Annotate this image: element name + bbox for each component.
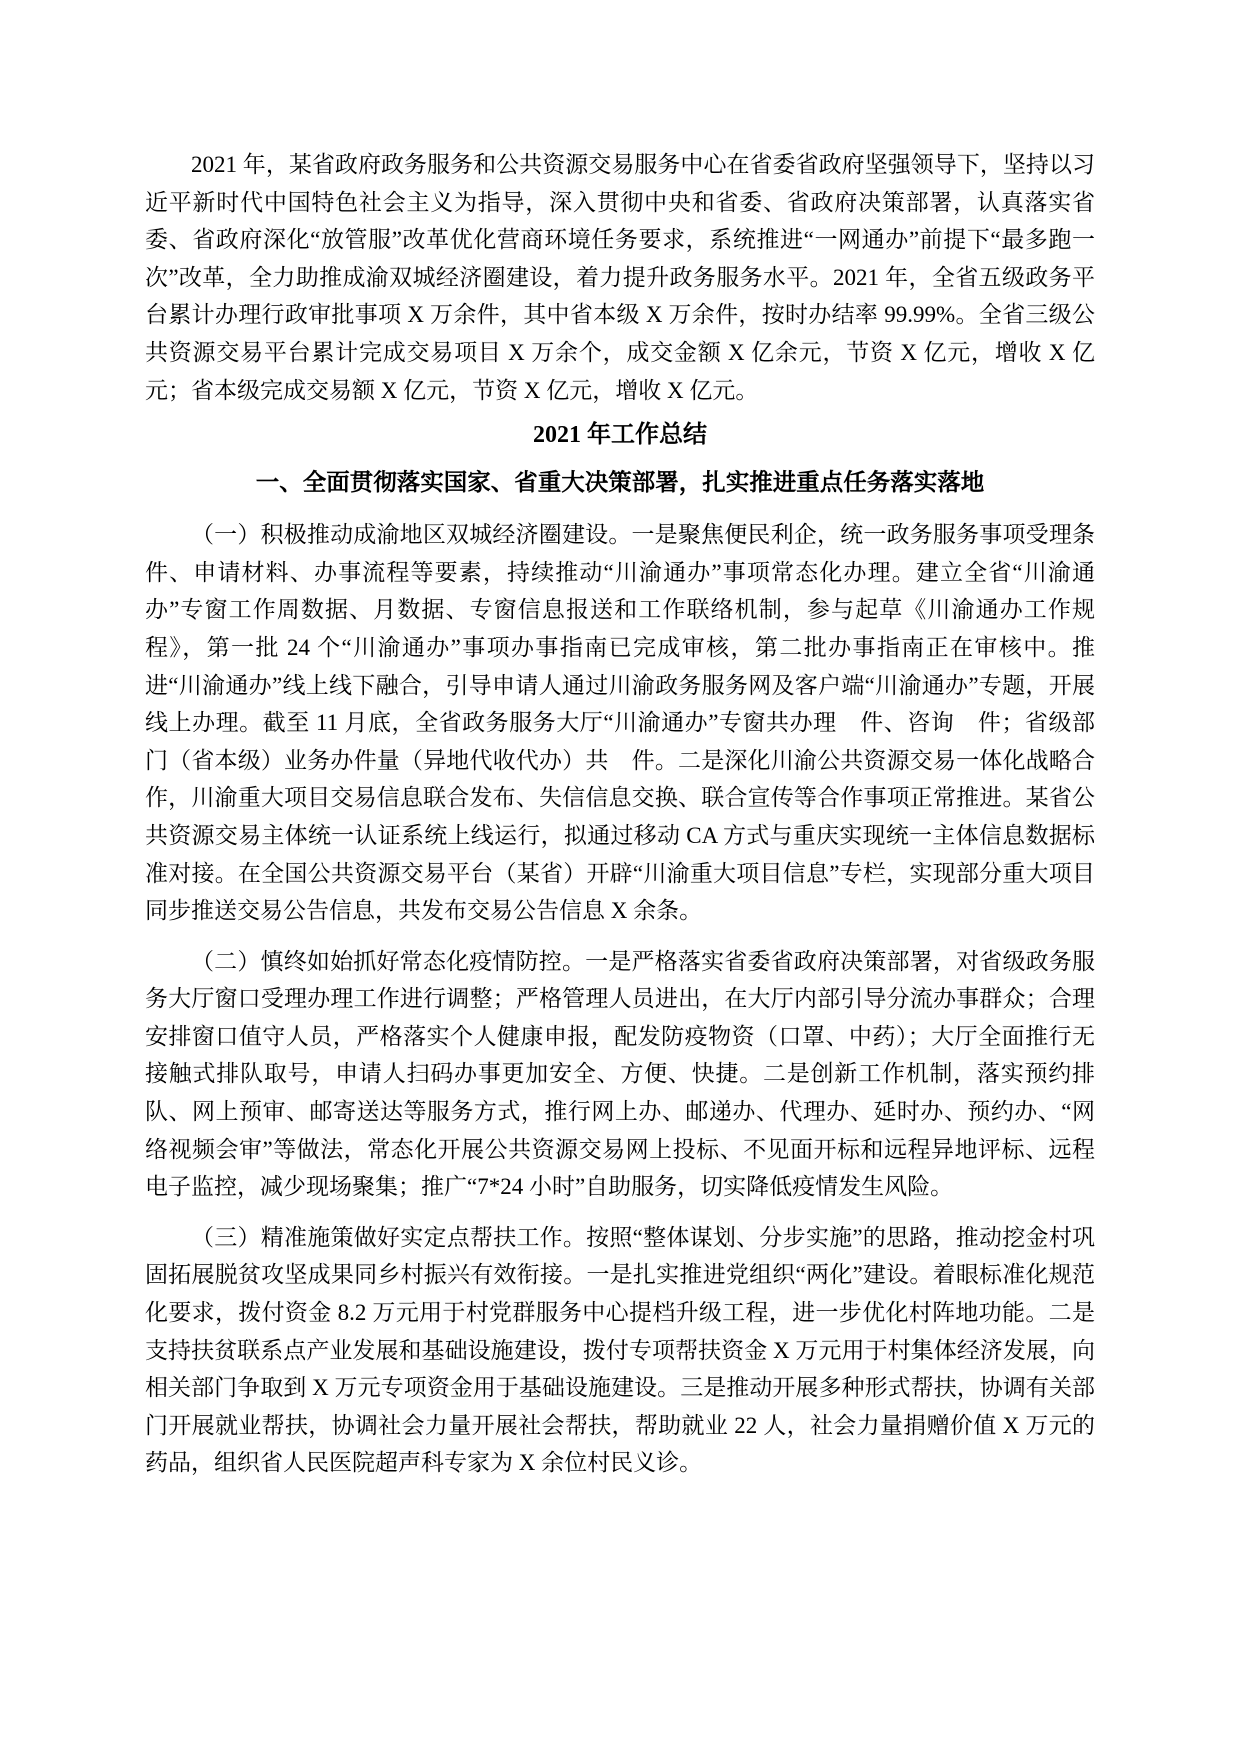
section-1-paragraph-3: （三）精准施策做好实定点帮扶工作。按照“整体谋划、分步实施”的思路，推动挖金村巩固拓展脱贫攻坚成果同乡村振兴有效衔接。一是扎实推进党组织“两化”建设。着眼标准化规范化要求，拨付资金 8.2 万元用于村党群服务中心提档升级工程，进一步优化村阵地功能。二是支持扶贫联系点产业发展和基础设施建设，拨付专项帮扶资金 X 万元用于村集体经济发展，向相关部门争取到 X 万元专项资金用于基础设施建设。三是推动开展多种形式帮扶，协调有关部门开展就业帮扶，协调社会力量开展社会帮扶，帮助就业 22 人，社会力量捐赠价值 X 万元的药品，组织省人民医院超声科专家为 X 余位村民义诊。 [145, 1224, 1095, 1476]
section-1-heading: 一、全面贯彻落实国家、省重大决策部署，扎实推进重点任务落实落地 [255, 470, 985, 497]
section-1-paragraph-2: （二）慎终如始抓好常态化疫情防控。一是严格落实省委省政府决策部署，对省级政务服务大厅窗口受理办理工作进行调整；严格管理人员进出，在大厅内部引导分流办事群众；合理安排窗口值守人员，严格落实个人健康申报，配发防疫物资（口罩、中药）；大厅全面推行无接触式排队取号，申请人扫码办事更加安全、方便、快捷。二是创新工作机制，落实预约排队、网上预审、邮寄送达等服务方式，推行网上办、邮递办、代理办、延时办、预约办、“网络视频会审”等做法，常态化开展公共资源交易网上投标、不见面开标和远程异地评标、远程电子监控，减少现场聚集；推广“7*24 小时”自助服务，切实降低疫情发生风险。 [145, 948, 1095, 1200]
document-title: 2021 年工作总结 [533, 422, 707, 449]
intro-paragraph: 2021 年，某省政府政务服务和公共资源交易服务中心在省委省政府坚强领导下，坚持以习近平新时代中国特色社会主义为指导，深入贯彻中央和省委、省政府决策部署，认真落实省委、省政府深化“放管服”改革优化营商环境任务要求，系统推进“一网通办”前提下“最多跑一次”改革，全力助推成渝双城经济圈建设，着力提升政务服务水平。2021 年，全省五级政务平台累计办理行政审批事项 X 万余件，其中省本级 X 万余件，按时办结率 99.99%。全省三级公共资源交易平台累计完成交易项目 X 万余个，成交金额 X 亿余元，节资 X 亿元，增收 X 亿元；省本级完成交易额 X 亿元，节资 X 亿元，增收 X 亿元。 [145, 152, 1095, 403]
section-1-paragraph-1: （一）积极推动成渝地区双城经济圈建设。一是聚焦便民利企，统一政务服务事项受理条件、申请材料、办事流程等要素，持续推动“川渝通办”事项常态化办理。建立全省“川渝通办”专窗工作周数据、月数据、专窗信息报送和工作联络机制，参与起草《川渝通办工作规程》，第一批 24 个“川渝通办”事项办事指南已完成审核，第二批办事指南正在审核中。推进“川渝通办”线上线下融合，引导申请人通过川渝政务服务网及客户端“川渝通办”专题，开展线上办理。截至 11 月底，全省政务服务大厅“川渝通办”专窗共办理 件、咨询 件；省级部门（省本级）业务办件量（异地代收代办）共 件。二是深化川渝公共资源交易一体化战略合作，川渝重大项目交易信息联合发布、失信信息交换、联合宣传等合作事项正常推进。某省公共资源交易主体统一认证系统上线运行，拟通过移动 CA 方式与重庆实现统一主体信息数据标准对接。在全国公共资源交易平台（某省）开辟“川渝重大项目信息”专栏，实现部分重大项目同步推送交易公告信息，共发布交易公告信息 X 余条。 [145, 522, 1095, 924]
